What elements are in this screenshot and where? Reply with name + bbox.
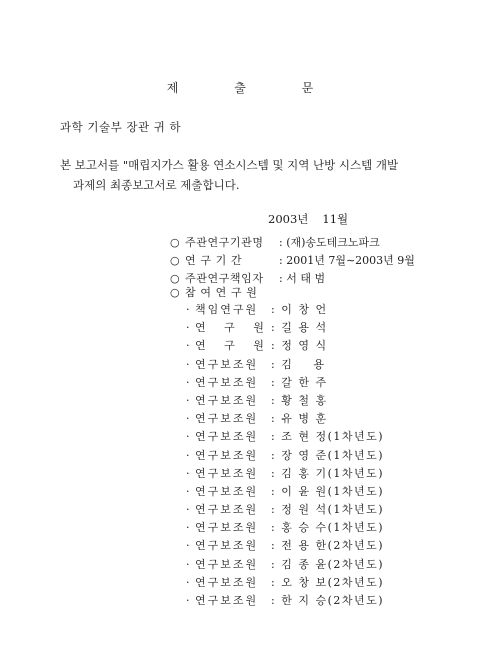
- dot-bullet-icon: ·: [186, 466, 190, 480]
- member-role: 연구보조원: [195, 539, 259, 553]
- info-row-institution: [170, 234, 380, 250]
- member-role: 연구보조원: [195, 393, 259, 407]
- list-item: [186, 465, 384, 483]
- circle-bullet-icon: ○: [170, 236, 180, 249]
- dot-bullet-icon: ·: [186, 339, 190, 353]
- dot-bullet-icon: ·: [186, 484, 190, 498]
- member-role: 책임연구원: [195, 303, 259, 316]
- member-name: : 장 영 준(1차년도): [271, 448, 385, 462]
- dot-bullet-icon: ·: [186, 393, 190, 407]
- member-name: : 조 현 정(1차년도): [271, 430, 385, 444]
- member-role: 연구보조원: [195, 575, 259, 589]
- dot-bullet-icon: ·: [186, 375, 190, 389]
- dot-bullet-icon: ·: [186, 521, 190, 535]
- member-role: 연구보조원: [195, 557, 259, 571]
- list-item: [186, 410, 384, 428]
- list-item: [186, 574, 384, 592]
- info-label: 연 구 기 간: [185, 254, 243, 267]
- member-name: : 정 영 식: [271, 339, 328, 353]
- body-text-line-1: 본 보고서를 "매립지가스 활용 연소시스템 및 지역 난방 시스템 개발: [60, 158, 399, 172]
- member-role: 연구보조원: [195, 466, 259, 480]
- info-value: : 서 태 범: [279, 272, 326, 285]
- member-role: 연구보조원: [195, 430, 259, 444]
- member-name: : 이 윤 원(1차년도): [271, 484, 385, 498]
- dot-bullet-icon: ·: [186, 321, 190, 335]
- dot-bullet-icon: ·: [186, 557, 190, 571]
- info-label: 주관연구책임자: [185, 272, 264, 285]
- list-item: [186, 447, 384, 465]
- member-role: 연구보조원: [195, 357, 259, 371]
- member-role: 연구보조원: [195, 484, 259, 498]
- dot-bullet-icon: ·: [186, 575, 190, 589]
- date-year: 2003년: [268, 212, 309, 226]
- submission-date: [268, 211, 348, 227]
- info-label: 참 여 연 구 원: [185, 286, 258, 299]
- list-item: [186, 301, 384, 319]
- info-value: : 2001년 7월∼2003년 9월: [279, 254, 415, 267]
- member-name: : 갈 한 주: [271, 375, 328, 389]
- member-name: : 길 용 석: [271, 321, 328, 335]
- member-role: 연구보조원: [195, 503, 259, 517]
- member-role: 연구보조원: [195, 412, 259, 426]
- info-label: 주관연구기관명: [185, 236, 264, 249]
- member-name: : 한 지 승(2차년도): [271, 594, 385, 607]
- addressee: 과학 기술부 장관 귀 하: [60, 120, 182, 134]
- list-item: [186, 519, 384, 537]
- list-item: [186, 592, 384, 610]
- info-row-period: [170, 252, 415, 268]
- body-text-line-2: 과제의 최종보고서로 제출합니다.: [73, 178, 240, 192]
- member-name: : 김 홍 기(1차년도): [271, 466, 385, 480]
- member-name: : 오 창 보(2차년도): [271, 575, 385, 589]
- list-item: [186, 556, 384, 574]
- participant-list: [186, 301, 384, 610]
- list-item: [186, 501, 384, 519]
- member-name: : 이 창 언: [271, 303, 328, 316]
- list-item: [186, 319, 384, 337]
- member-name: : 김 종 윤(2차년도): [271, 557, 385, 571]
- member-role: 연구보조원: [195, 375, 259, 389]
- member-role: 연 구 원: [195, 321, 266, 335]
- dot-bullet-icon: ·: [186, 594, 190, 607]
- member-name: : 김 용: [271, 357, 326, 371]
- member-name: : 전 용 한(2차년도): [271, 539, 385, 553]
- circle-bullet-icon: ○: [170, 272, 180, 285]
- member-role: 연구보조원: [195, 448, 259, 462]
- member-role: 연구보조원: [195, 521, 259, 535]
- circle-bullet-icon: ○: [170, 286, 180, 299]
- dot-bullet-icon: ·: [186, 503, 190, 517]
- member-name: : 홍 승 수(1차년도): [271, 521, 385, 535]
- info-row-participants: [170, 284, 279, 300]
- dot-bullet-icon: ·: [186, 357, 190, 371]
- dot-bullet-icon: ·: [186, 539, 190, 553]
- list-item: [186, 374, 384, 392]
- list-item: [186, 356, 384, 374]
- list-item: [186, 428, 384, 446]
- member-role: 연구보조원: [195, 594, 259, 607]
- dot-bullet-icon: ·: [186, 303, 190, 316]
- dot-bullet-icon: ·: [186, 448, 190, 462]
- list-item: [186, 392, 384, 410]
- info-value: : (재)송도테크노파크: [279, 236, 380, 249]
- dot-bullet-icon: ·: [186, 430, 190, 444]
- dot-bullet-icon: ·: [186, 412, 190, 426]
- date-month: 11월: [322, 212, 349, 226]
- list-item: [186, 483, 384, 501]
- member-role: 연 구 원: [195, 339, 266, 353]
- circle-bullet-icon: ○: [170, 254, 180, 267]
- member-name: : 정 원 석(1차년도): [271, 503, 385, 517]
- list-item: [186, 337, 384, 355]
- member-name: : 유 병 훈: [271, 412, 328, 426]
- list-item: [186, 537, 384, 555]
- page-title: 제 출 문: [166, 81, 340, 95]
- member-name: : 황 철 홍: [271, 393, 328, 407]
